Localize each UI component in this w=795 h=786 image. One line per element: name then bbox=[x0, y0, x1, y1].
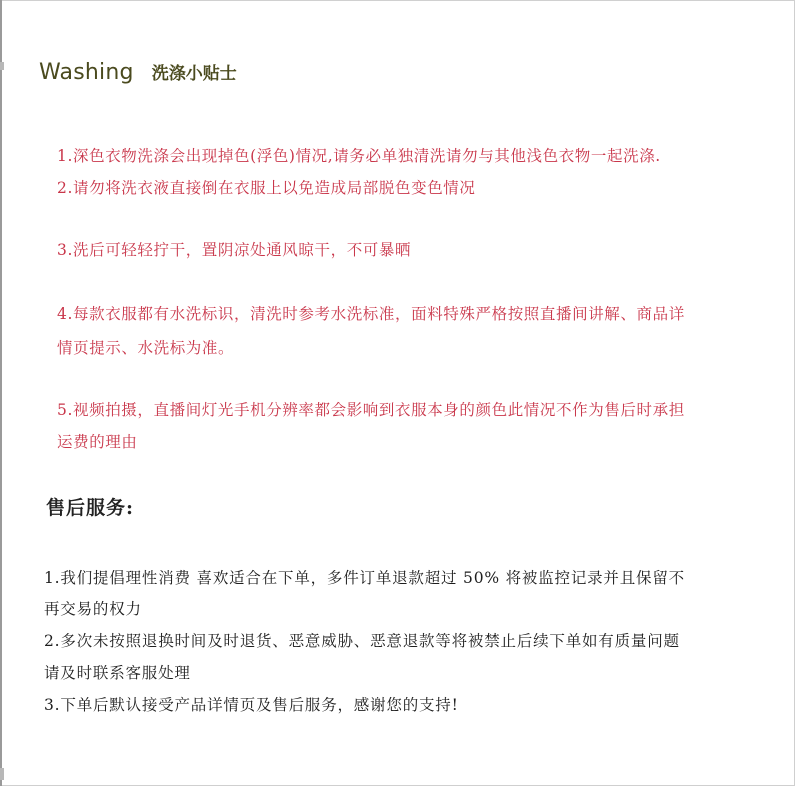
tip-line-4-cont: 情页提示、水洗标为准。 bbox=[57, 339, 235, 357]
left-edge-mark-bottom bbox=[0, 768, 4, 780]
tip-line-5-cont: 运费的理由 bbox=[57, 433, 138, 451]
service-line-3: 3.下单后默认接受产品详情页及售后服务，感谢您的支持! bbox=[44, 696, 459, 714]
header-title-en: Washing bbox=[39, 60, 134, 85]
left-edge-mark-top bbox=[0, 62, 4, 70]
tip-line-2: 2.请勿将洗衣液直接倒在衣服上以免造成局部脱色变色情况 bbox=[57, 179, 476, 197]
service-line-1-cont: 再交易的权力 bbox=[44, 600, 142, 618]
tip-line-5: 5.视频拍摄，直播间灯光手机分辨率都会影响到衣服本身的颜色此情况不作为售后时承担 bbox=[57, 401, 685, 419]
tip-line-4: 4.每款衣服都有水洗标识，清洗时参考水洗标准，面料特殊严格按照直播间讲解、商品详 bbox=[57, 305, 685, 323]
service-line-2: 2.多次未按照退换时间及时退货、恶意威胁、恶意退款等将被禁止后续下单如有质量问题 bbox=[44, 632, 680, 650]
tip-line-3: 3.洗后可轻轻拧干，置阴凉处通风晾干，不可暴晒 bbox=[57, 241, 412, 259]
header-title-cn: 洗涤小贴士 bbox=[151, 64, 237, 84]
service-line-2-cont: 请及时联系客服处理 bbox=[44, 664, 191, 682]
service-line-1: 1.我们提倡理性消费 喜欢适合在下单，多件订单退款超过 50% 将被监控记录并且保留不 bbox=[44, 569, 685, 587]
tip-line-1: 1.深色衣物洗涤会出现掉色(浮色)情况,请务必单独清洗请勿与其他浅色衣物一起洗涤. bbox=[57, 147, 661, 165]
after-sales-title: 售后服务: bbox=[46, 497, 135, 519]
top-edge-line bbox=[0, 0, 795, 1]
left-edge-line bbox=[0, 0, 2, 786]
page-header bbox=[39, 59, 237, 85]
